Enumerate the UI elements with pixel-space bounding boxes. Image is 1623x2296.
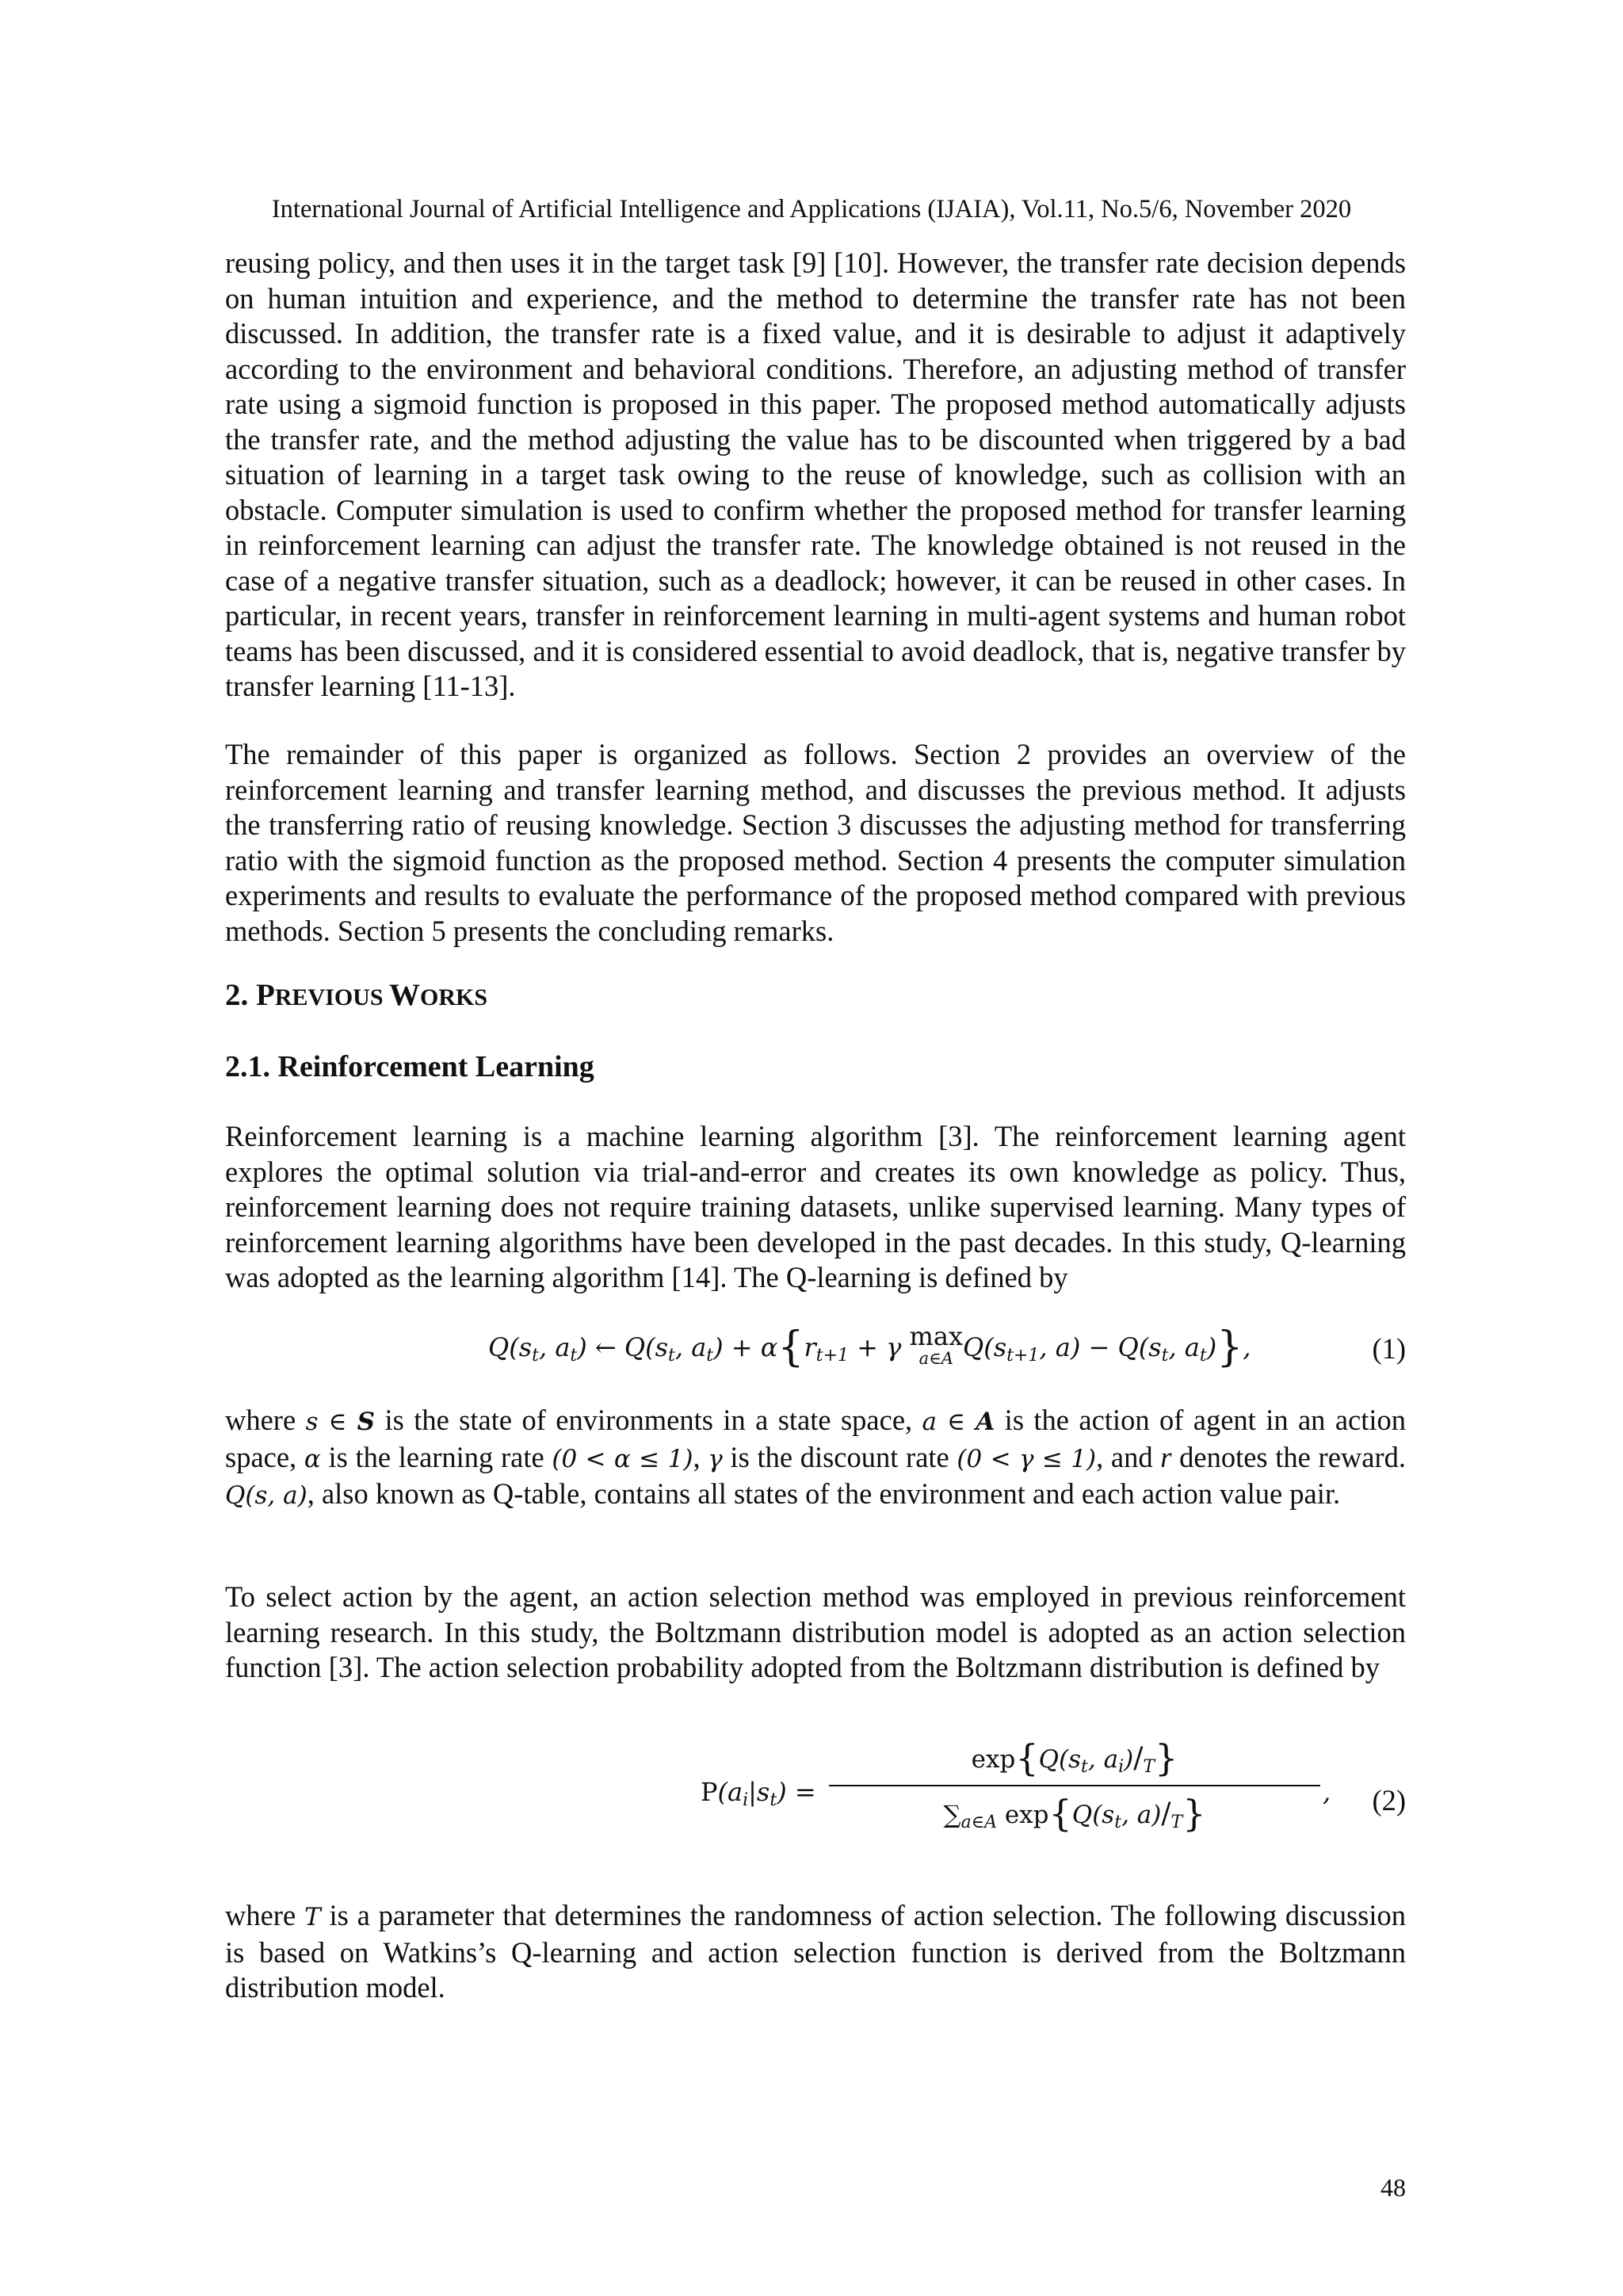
paragraph-rl-1: Reinforcement learning is a machine learning algorithm [3]. The reinforcement learning agent explores the optimal solution via trial-and-error and creates its own knowledge as policy. Thus, reinforcement learning does not require training datasets, unlike supervised learning. Many types of reinforcement learning algorithms have been developed in the past decades. In this study, Q-learning was adopted as the learning algorithm [14]. The Q-learning is defined by xyxy=(225,1120,1406,1293)
equation-1-number: (1) xyxy=(1372,1332,1406,1365)
section-title-w: W xyxy=(389,978,421,1012)
paragraph-rl-where: where s ∈ S is the state of environments in a state space, a ∈ A is the action of agent in an action space, α is the learning rate (0 < α ≤ 1), γ is the discount rate (0 < γ ≤ 1), and r denotes the reward. Q(s, a), also known as Q-table, contains all states of the environment and each action value pair. xyxy=(225,1404,1406,1510)
paragraph-where-T: where T is a parameter that determines the randomness of action selection. The following discussion is based on Watkins’s Q-learning and action selection function is derived from the Boltzmann distribution model. xyxy=(225,1899,1407,2004)
equation-1: $Q(s_t$, $a_t$) ← $Q(s_t$, $a_t) + \alpha\{r_{t+1} + \gamma$ max a∈A $Q(s_{t+1}$, $a) - Q(s_t$, $a_t$)}, xyxy=(488,1321,1251,1371)
section-title-p: P xyxy=(256,978,275,1012)
section-number: 2. xyxy=(225,978,249,1012)
paragraph-intro-2: The remainder of this paper is organized as follows. Section 2 provides an overview of the reinforcement learning and transfer learning method, and discusses the previous method. It adjusts the transferring ratio of reusing knowledge. Section 3 discusses the adjusting method for transferring ratio with the sigmoid function as the proposed method. Section 4 presents the computer simulation experiments and results to evaluate the performance of the proposed method compared with previous methods. Section 5 presents the concluding remarks. xyxy=(225,738,1406,947)
section-title-orks: ORKS xyxy=(420,984,488,1010)
equation-2-fraction xyxy=(829,1736,1320,1836)
equation-2-row xyxy=(225,1736,1406,1870)
paragraph-intro-1: reusing policy, and then uses it in the target task [9] [10]. However, the transfer rate decision depends on human intuition and experience, and the method to determine the transfer rate has not been discussed. In addition, the transfer rate is a fixed value, and it is desirable to adjust it adaptively according to the environment and behavioral conditions. Therefore, an adjusting method of transfer rate using a sigmoid function is proposed in this paper. The proposed method automatically adjusts the transfer rate, and the method adjusting the value has to be discounted when triggered by a bad situation of learning in a target task owing to the reuse of knowledge, such as collision with an obstacle. Computer simulation is used to confirm whether the proposed method for transfer learning in reinforcement learning can adjust the transfer rate. The knowledge obtained is not reused in the case of a negative transfer situation, such as a deadlock; however, it can be reused in other cases. In particular, in recent years, transfer in reinforcement learning in multi-agent systems and human robot teams has been discussed, and it is considered essential to avoid deadlock, that is, negative transfer by transfer learning [11-13]. xyxy=(225,246,1406,702)
equation-2-numerator: $\exp\{Q(s_t$, $a_i)/_T$} xyxy=(971,1736,1178,1779)
section-heading-previous-works xyxy=(225,977,487,1016)
section-title-revious: REVIOUS xyxy=(274,984,390,1010)
running-header: International Journal of Artificial Intelligence and Applications (IJAIA), Vol.11, No.5/6, November 2020 xyxy=(271,195,1352,223)
page-number: 48 xyxy=(1381,2173,1406,2202)
paragraph-action-selection: To select action by the agent, an action selection method was employed in previous reinforcement learning research. In this study, the Boltzmann distribution model is adopted as an action selection function [3]. The action selection probability adopted from the Boltzmann distribution is defined by xyxy=(225,1580,1406,1683)
equation-2-fraction-line xyxy=(829,1785,1320,1786)
equation-2-number: (2) xyxy=(1372,1784,1406,1817)
equation-2-lhs: $P(a_i|s_t)$ = xyxy=(701,1777,816,1810)
equation-1-row xyxy=(225,1317,1406,1412)
equation-2-denominator: $\sum_{a\in A}$ $\exp\{Q(s_t$, $a)/_T$} xyxy=(943,1792,1206,1835)
equation-2-comma: , xyxy=(1323,1777,1331,1807)
subsection-heading-rl: 2.1. Reinforcement Learning xyxy=(225,1050,594,1083)
